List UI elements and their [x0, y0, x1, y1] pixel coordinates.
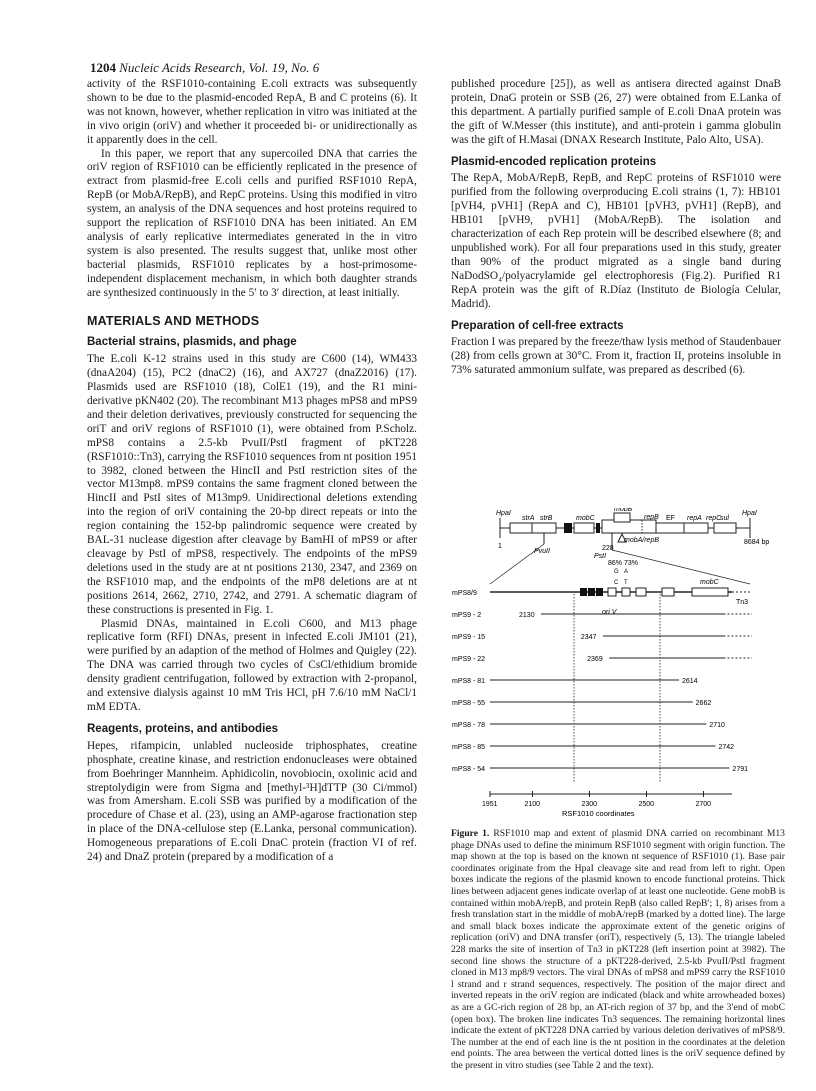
reagents-paragraph: Hepes, rifampicin, unlabled nucleoside triphosphates, creatine phosphate, creatine kinase, and restriction endonucleases were obtained from Boehringer Mannheim. Aphidicolin, novobiocin, oxolinic acid and streptolydigin were from Sigma and [methyl-³H]dTTP (30 Ci/mmol) was from Amersham. E.coli SSB was purified by a modification of the procedure of Chase et al. (23), using an AMP-agarose fractionation step in place of the DNA-cellulose step (E.Lanka, personal communication). Homogeneous preparations of E.coli DnaC protein (fraction VI of ref. 24) and DnaZ protein (prepared by a modification of a: [87, 739, 417, 864]
construct-label: mPS9 - 2: [452, 612, 482, 619]
mobc-label: mobC: [576, 515, 595, 522]
construct-endpoint: 2662: [695, 700, 712, 707]
axis-tick-label: 2100: [524, 801, 541, 808]
g-label: G: [614, 569, 619, 575]
gc-percent-label: 86%: [608, 560, 623, 567]
replication-proteins-paragraph: The RepA, MobA/RepB, RepB, and RepC proteins of RSF1010 were purified from the following overproducing E.coli strains (1, 7): HB101 [pVH4, pVH1] (RepA and C), HB101 [pVH3, pVH1] (RepB), and HB101 [pVH9, pVH1] (MobA/RepB). The isolation and characterization of each Rep protein will be described elsewhere (8; and unpublished work). For all four preparations used in this study, greater than 90% of the product migrated as a single band during NaDodSO₄/polyacrylamide gel electrophoresis (Fig.2). Purified R1 RepA protein was the gift of R.Díaz (Instituto de Biología Celular, Madrid).: [451, 172, 781, 310]
reagents-heading: Reagents, proteins, and antibodies: [87, 722, 279, 735]
at-percent-label: 73%: [624, 560, 639, 567]
repb-label: repB: [644, 514, 659, 521]
repa-label: repA: [687, 515, 702, 522]
extracts-heading: Preparation of cell-free extracts: [451, 319, 624, 332]
axis-tick-label: 1951: [482, 801, 498, 808]
map-end-label: 8684 bp: [744, 539, 770, 546]
axis-tick-label: 2700: [695, 801, 712, 808]
mobc-detail-label: mobC: [700, 579, 719, 586]
construct-endpoint: 2710: [709, 722, 725, 729]
construct-endpoint: 2369: [587, 656, 603, 663]
ef-label: EF: [666, 515, 675, 522]
strains-paragraph: The E.coli K-12 strains used in this study are C600 (14), WM433 (dnaA204) (15), PC2 (dnaC2) (16), and AX727 (dnaZ2016) (17). Plasmids used are RSF1010 (18), ColE1 (19), and the R1 mini-derivative pKN402 (20). The recombinant M13 phages mPS8 and mPS9 and their deletion derivatives, previously constructed for sequencing the oriT and oriV regions of RSF1010 (1), were obtained from P.Scholz. mPS8 contains a 2.5-kb PvuII/PstI fragment of pKT228 (RSF1010::Tn3), carrying the RSF1010 sequences from nt position 1951 to 3982, cloned between the HincII and PstI restriction sites of the vector M13mp8. mPS9 contains the same fragment cloned between the HincII and PstI sites of M13mp9. Unidirectional deletions extending into the region of oriV containing the 20-bp direct repeats or into the region containing the 152-bp palindromic sequence were created by BAL-31 nuclease digestion after cleavage by BamHI of mPS9 or after cleavage by PstI of mPS8, respectively. The endpoints of the mPS9 deletions used in the study are at nt positions 2130, 2347, and 2369 on the RSF1010 map, and the endpoints of the mP8 deletions are at nt positions 2614, 2662, 2710, 2742, and 2791. A schematic diagram of these constructions is presented in Fig. 1.: [87, 353, 417, 616]
insertion-228-label: 228: [602, 545, 614, 552]
intro-paragraph-1: activity of the RSF1010-containing E.coli extracts was subsequently shown to be due to the plasmid-encoded RepA, B and C proteins (6). It was not known, however, whether replication in vitro was initiated at the in vivo origin (oriV) and whether it proceeded bi- or unidirectionally as it apparently does in the cell.: [87, 78, 417, 146]
running-header: [90, 60, 319, 76]
intro-paragraph-2: In this paper, we report that any supercoiled DNA that carries the oriV region of RSF1010 can be efficiently replicated in the presence of extract from plasmid-free E.coli cells and purified RSF1010 RepA, RepB (or MobA/RepB), and RepC proteins. Using this modified in vitro system, an analysis of the DNA sequences and host proteins required to support the replication of RSF1010 DNA has been initiated. An EM analysis of early replicative intermediates generated in the in vitro system is also presented. The results suggest that, unlike most other bacterial plasmids, RSF1010 replicates by a host-primosome-independent displacement mechanism, in which both daughter strands are synthesized continuously in the 5′ to 3′ direction, at least initially.: [87, 147, 417, 299]
figure-1: [452, 508, 787, 820]
caption-text: RSF1010 map and extent of plasmid DNA carried on recombinant M13 phage DNAs used to define the minimum RSF1010 segment with origin function. The map shown at the top is based on the known nt sequence of RSF1010 (1). Base pair coordinates originate from the HpaI cleavage site and read from left to right. Open boxes indicate the regions of the plasmid known to encode functional proteins. Thick lines between adjacent genes indicate overlap of at least one nucleotide. Gene mobB is contained within mobA/repB, and protein RepB (also called RepB′; 1, 8) arises from a fresh translation start in the middle of mobA/repB (marked by a dotted line). The large and small black boxes indicate the approximate extent of the genetic origins of replication (oriV) and DNA transfer (oriT), respectively (5, 13). The triangle labeled 228 marks the site of insertion of Tn3 in pKT228 (left insertion point at 3982). The second line shows the structure of a pKT228-derived, 2.5-kb PvuII/PstI fragment cloned in M13 mp8/9 vectors. The viral DNAs of mPS8 and mPS9 carry the RSF1010 l strand and r strand sequences, respectively. The position of the major direct and inverted repeats in the oriV region are indicated (black and white arrowheaded boxes) as are a GC-rich region of 28 bp, an AT-rich region of 37 bp, and the 3′end of mobC (open box). The broken line indicates Tn3 sequences. The remaining horizontal lines indicate the extent of pKT228 DNA carried by various deletion derivatives of mPS8/9. The number at the end of each line is the nt position in the coordinates at the deletion end points. The area between the vertical dotted lines is the oriV sequence defined by the present in vitro studies (see Table 2 and the text).: [451, 828, 785, 1071]
sul-label: sul: [720, 515, 729, 522]
oriv-label: ori V: [602, 609, 617, 616]
construct-label: mPS8 - 55: [452, 700, 486, 707]
construct-label: mPS8 - 78: [452, 722, 486, 729]
continued-paragraph: published procedure [25]), as well as antisera directed against DnaB protein, DnaG protein or SSB (26, 27) were obtained from E.Lanka of this department. A partially purified sample of E.coli DnaA protein was the gift of W.Messer (this institute), and anti-protein i gamma globulin was the gift of H.Masai (DNAX Research Institute, Palo Alto, USA).: [451, 78, 781, 146]
page-number: 1204: [90, 60, 116, 75]
axis-label: RSF1010 coordinates: [562, 809, 635, 818]
map-start-label: 1: [498, 543, 502, 550]
hpai-left-label: HpaI: [496, 510, 511, 517]
methods-heading: MATERIALS AND METHODS: [87, 313, 260, 328]
axis-tick-label: 2300: [581, 801, 598, 808]
strb-label: strB: [540, 515, 553, 522]
deletion-constructs: [452, 590, 752, 773]
construct-label: mPS8 - 81: [452, 678, 486, 685]
construct-endpoint: 2130: [519, 612, 535, 619]
right-column: [451, 78, 781, 378]
construct-label: mPS9 - 15: [452, 634, 486, 641]
caption-label: Figure 1.: [451, 828, 490, 839]
strains-heading: Bacterial strains, plasmids, and phage: [87, 336, 297, 349]
figure-1-diagram: [452, 508, 787, 820]
repc-label: repC: [706, 515, 722, 522]
journal-title: Nucleic Acids Research, Vol. 19, No. 6: [119, 60, 320, 75]
figure-1-caption: [451, 828, 785, 1071]
construct-endpoint: 2791: [732, 766, 749, 773]
left-column: [87, 78, 417, 865]
moba-repb-label: mobA/repB: [624, 537, 660, 544]
construct-label: mPS8 - 85: [452, 744, 486, 751]
c-label: C: [614, 580, 619, 586]
a-label: A: [624, 569, 629, 575]
stra-label: strA: [522, 515, 535, 522]
pvuii-label: PvuII: [534, 548, 550, 555]
construct-endpoint: 2742: [718, 744, 735, 751]
tn3-label: Tn3: [736, 599, 749, 606]
axis-tick-label: 2500: [638, 801, 655, 808]
construct-label: mPS9 - 22: [452, 656, 486, 663]
hpai-right-label: HpaI: [742, 510, 757, 517]
t-label: T: [624, 580, 628, 586]
extracts-paragraph: Fraction I was prepared by the freeze/thaw lysis method of Staudenbauer (28) from cells grown at 30°C. From it, fraction II, proteins insoluble in 73% saturated ammonium sulfate, was prepared as described (6).: [451, 336, 782, 377]
construct-endpoint: 2614: [681, 678, 698, 685]
construct-endpoint: 2347: [580, 634, 597, 641]
psti-label: PstI: [594, 553, 607, 560]
replication-proteins-heading: Plasmid-encoded replication proteins: [451, 155, 657, 168]
mobb-label: mobB: [614, 508, 633, 513]
construct-label: mPS8/9: [452, 590, 477, 597]
construct-label: mPS8 - 54: [452, 766, 486, 773]
plasmid-paragraph: Plasmid DNAs, maintained in E.coli C600, and M13 phage replicative form (RFI) DNAs, present in infected E.coli JM101 (21), were purified by an adaption of the method of Holmes and Quigley (22). The DNA was carried through two cycles of CsCl/ethidium bromide density gradient centrifugation, followed by extraction with 2-propanol, and extensive dialysis against 10 mM Tris HCl, pH 7.6/10 mM NaCl/1 mM EDTA.: [87, 617, 417, 713]
